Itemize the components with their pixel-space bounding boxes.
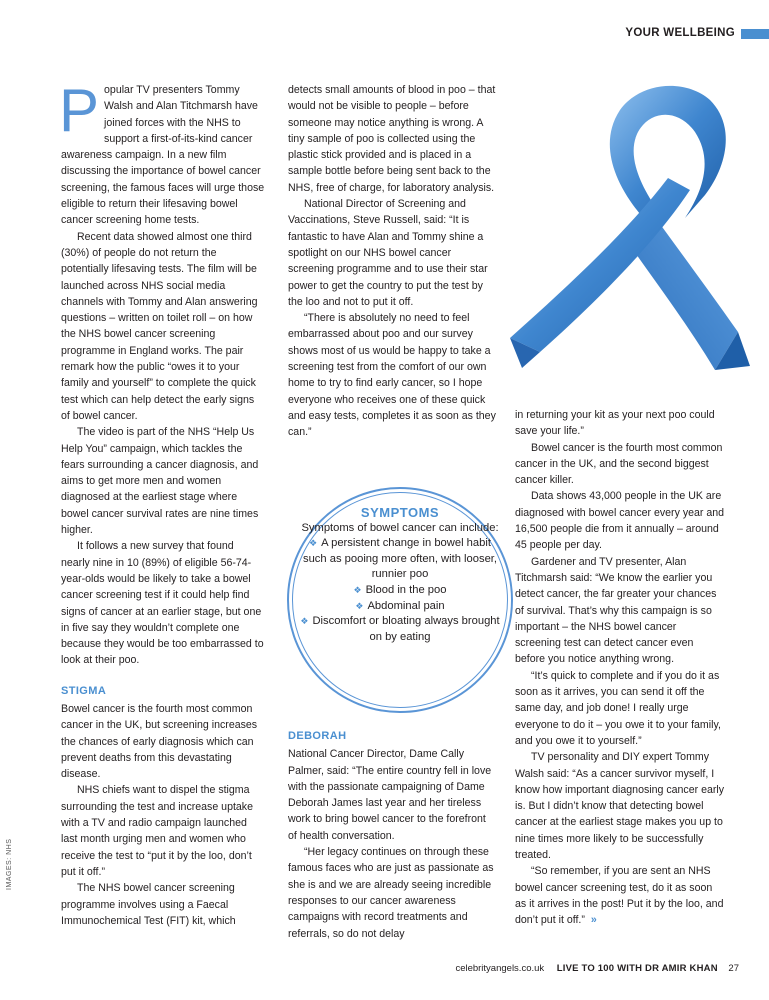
paragraph: “It’s quick to complete and if you do it as soon as it arrives, you can send it off the same day, and job done! I really urge everyone to do it – you owe it to your family, and you owe it to yourself.”	[515, 669, 721, 747]
stigma-subheading: STIGMA	[61, 684, 107, 697]
paragraph: Recent data showed almost one third (30%) of people do not return the potentially lifesaving tests. The film will be launched across NHS social media channels with Tommy and Alan answering questions – written on toilet roll – on how the NHS bowel cancer screening programme in England works. The pair remark how the public “owes it to your family and yourself” to complete the quick test which can help detect the early signs of bowel cancer.	[61, 230, 258, 422]
paragraph: Popular TV presenters Tommy Walsh and Alan Titchmarsh have joined forces with the NHS to support a first-of-its-kind cancer awareness campaign. In a new film discussing the importance of bowel cancer screening, the famous faces will urge those eligible to return their lifesaving bowel cancer screening home tests.	[59, 77, 265, 227]
symptoms-title: SYMPTOMS	[360, 505, 440, 520]
page-footer	[455, 963, 739, 974]
footer-magazine-title: LIVE TO 100 WITH DR AMIR KHAN	[556, 963, 718, 974]
paragraph: The NHS bowel cancer screening programme involves using a Faecal Immunochemical Test (FIT) kit, which	[61, 882, 236, 927]
awareness-ribbon-image	[500, 70, 760, 390]
bullet-icon: ❖	[309, 538, 318, 549]
paragraph: in returning your kit as your next poo could save your life.”	[515, 409, 715, 438]
paragraph: National Director of Screening and Vaccinations, Steve Russell, said: “It is fantastic to have Alan and Tommy shine a spotlight on our NHS bowel cancer screening programme and to use their star power to get the country to put the test by the loo and not to put it off.	[288, 198, 488, 308]
symptoms-box	[297, 505, 503, 645]
bullet-icon: ❖	[300, 616, 309, 627]
paragraph: The video is part of the NHS “Help Us Help You” campaign, which tackles the fears surrounding a cancer diagnosis, and aims to get more men and women diagnosed at the earliest stage where bowel cancer survival rates are nine times higher.	[61, 426, 259, 537]
deborah-subheading: DEBORAH	[288, 730, 347, 742]
drop-cap: P	[59, 77, 100, 144]
bullet-icon: ❖	[353, 584, 362, 595]
article-column-2-bottom	[288, 718, 496, 942]
paragraph: Data shows 43,000 people in the UK are diagnosed with bowel cancer every year and 16,500 people die from it annually – around 45 people per day.	[515, 490, 725, 552]
symptoms-intro: Symptoms of bowel cancer can include:	[301, 521, 499, 534]
symptom-item: ❖ Discomfort or bloating always brought on by eating	[300, 615, 500, 643]
page-number: 27	[728, 963, 739, 974]
end-of-article-icon: »	[590, 914, 597, 927]
paragraph: TV personality and DIY expert Tommy Walsh said: “As a cancer survivor myself, I know how important diagnosing cancer early is. But I didn’t know that detecting bowel cancer at the earliest stage makes you up to nine times more likely to be successfully treated.	[515, 751, 725, 862]
paragraph: “So remember, if you are sent an NHS bowel cancer screening test, do it as soon as it arrives in the post! Put it by the loo, and don’t put it off.” »	[515, 865, 724, 927]
paragraph: “There is absolutely no need to feel embarrassed about poo and our survey shows most of us would be happy to take a screening test from the comfort of our own home to try to find early cancer, so I hope everyone who receives one of these quick and easy tests, completes it as soon as they can.”	[288, 312, 496, 439]
paragraph: Bowel cancer is the fourth most common cancer in the UK, and the second biggest cancer killer.	[515, 441, 723, 487]
bullet-icon: ❖	[355, 600, 364, 611]
symptom-item: ❖ Abdominal pain	[355, 599, 445, 612]
paragraph: National Cancer Director, Dame Cally Palmer, said: “The entire country fell in love with the passionate campaigning of Dame Deborah James last year and her tireless work to bring bowel cancer to the forefront of health conversation.	[288, 748, 492, 842]
paragraph: NHS chiefs want to dispel the stigma surrounding the test and increase uptake with a TV and radio campaign launched last month urging men and women who receive the test to “put it by the loo, don’t put it off.”	[61, 784, 253, 878]
article-column-2-top	[288, 82, 496, 441]
paragraph: Gardener and TV presenter, Alan Titchmarsh said: “We know the earlier you detect cancer, the far greater your chances of survival. That’s why this campaign is so important – the NHS bowel cancer screening test can detect cancer even before you notice anything wrong.	[515, 555, 717, 666]
section-tag-bar	[741, 29, 769, 39]
paragraph: Bowel cancer is the fourth most common cancer in the UK, but screening increases the chances of early diagnosis which can prevent deaths from this devastating disease.	[61, 702, 258, 781]
symptom-item: ❖ A persistent change in bowel habit such as pooing more often, with looser, runnier poo	[302, 537, 498, 581]
article-column-1	[59, 77, 265, 929]
paragraph: It follows a new survey that found nearly nine in 10 (89%) of eligible 56-74-year-olds would be likely to take a bowel cancer screening test if it could help find signs of cancer at an earlier stage, but one in five say they wouldn’t complete one because they would be too embarrassed to look at their poo.	[61, 540, 264, 667]
paragraph: “Her legacy continues on through these famous faces who are just as passionate as she is and we are already seeing incredible responses to our cancer awareness campaigns with record treatments and referrals, so do not delay	[288, 846, 494, 940]
article-column-3	[515, 407, 725, 929]
paragraph: detects small amounts of blood in poo – that would not be visible to people – before someone may notice anything is wrong. A tiny sample of poo is collected using the plastic stick provided and is placed in a sample bottle before being sent back to the NHS, free of charge, for laboratory analysis.	[288, 84, 496, 194]
section-tag: YOUR WELLBEING	[625, 27, 735, 39]
image-credit: IMAGES: NHS	[6, 838, 13, 890]
footer-url: celebrityangels.co.uk	[455, 963, 545, 974]
symptom-item: ❖ Blood in the poo	[353, 583, 447, 596]
